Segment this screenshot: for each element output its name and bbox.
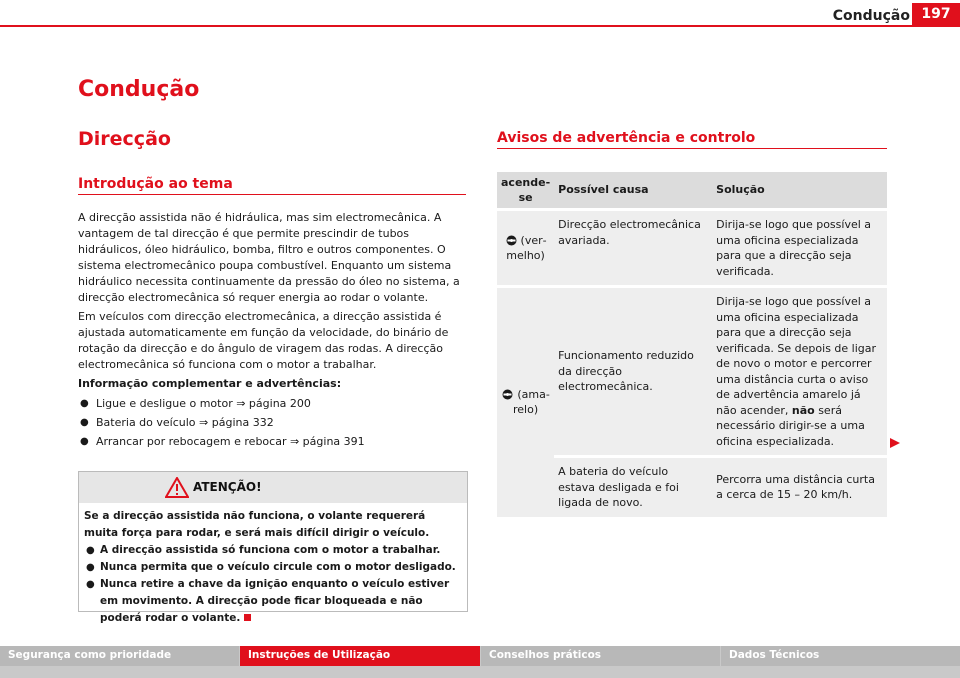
warning-triangle-icon xyxy=(165,477,189,498)
cause-cell: A bateria do veículo estava desligada e foi ligada de novo. xyxy=(554,458,712,520)
light-cell xyxy=(497,288,554,520)
intro-paragraph-1: A direcção assistida não é hidráulica, mas sim electromecânica. A vantagem de tal direcção é que permite prescindir de tubos hidráulicos, óleo hidráulico, bomba, filtro e outros componentes. O sistema electromecânico poupa combustível. Enquanto um sistema hidráulico necessita continuamente da pressão do óleo no sistema, a direcção electromecânica só requer energia ao rodar o volante. xyxy=(78,211,460,304)
steering-warning-icon xyxy=(505,235,518,246)
table-row xyxy=(497,288,887,458)
info-item-label: Bateria do veículo ⇒ página 332 xyxy=(96,416,274,429)
bullet-icon: ● xyxy=(80,417,89,428)
bullet-icon: ● xyxy=(80,436,89,447)
bullet-icon: ● xyxy=(80,398,89,409)
light-color-label: (amarelo) xyxy=(513,387,550,417)
bullet-icon: ● xyxy=(86,579,95,590)
header-divider xyxy=(0,25,960,27)
running-header-title: Condução xyxy=(832,8,910,24)
chapter-title: Condução xyxy=(78,77,200,102)
column-header-lights: acende-se xyxy=(497,172,554,211)
steering-warning-icon xyxy=(501,389,514,400)
avisos-heading: Avisos de advertência e controlo xyxy=(497,130,887,149)
warning-item xyxy=(84,559,463,576)
tab-dados-tecnicos[interactable]: Dados Técnicos xyxy=(721,646,960,666)
intro-heading: Introdução ao tema xyxy=(78,176,466,195)
warning-lights-table xyxy=(497,172,887,520)
solution-cell: Dirija-se logo que possível a uma oficina especializada para que a direcção seja verificada. xyxy=(712,211,887,288)
light-color-label: (vermelho) xyxy=(506,233,547,262)
solution-text: será necessário dirigir-se a uma oficina especializada. xyxy=(716,403,865,448)
info-item-towing[interactable] xyxy=(78,432,468,451)
solution-cell xyxy=(712,288,887,458)
warning-item xyxy=(84,542,463,559)
solution-text: Dirija-se logo que possível a uma oficina especializada para que a direcção seja verificada. Se depois de ligar de novo o motor e percorrer uma distância curta o aviso de advertência amarelo já não acender, xyxy=(716,295,877,417)
tab-seguranca[interactable]: Segurança como prioridade xyxy=(0,646,239,666)
column-header-solution: Solução xyxy=(712,172,887,211)
warning-list xyxy=(84,542,463,627)
solution-cell: Percorra uma distância curta a cerca de 15 – 20 km/h. xyxy=(712,458,887,520)
info-item-label: Ligue e desligue o motor ⇒ página 200 xyxy=(96,397,311,410)
intro-paragraph-2: Em veículos com direcção electromecânica, a direcção assistida é ajustada automaticamente em função da velocidade, do binário de rotação da direcção e do ângulo de viragem das rodas. A direcção electromecânica só funciona com o motor a trabalhar. xyxy=(78,310,449,371)
cause-cell: Funcionamento reduzido da direcção electromecânica. xyxy=(554,288,712,458)
end-of-section-icon xyxy=(244,614,251,621)
info-item-engine[interactable] xyxy=(78,394,468,413)
warning-box xyxy=(78,471,468,624)
page-number: 197 xyxy=(912,3,960,26)
footer-nav xyxy=(0,646,960,678)
warning-header xyxy=(79,472,467,503)
warning-item-text: Nunca permita que o veículo circule com o motor desligado. xyxy=(100,561,456,573)
info-item-battery[interactable] xyxy=(78,413,468,432)
warning-text: Se a direcção assistida não funciona, o volante requererá muita força para rodar, e será mais difícil dirigir o veículo. xyxy=(84,510,430,539)
next-page-arrow-icon[interactable] xyxy=(889,437,901,449)
bullet-icon: ● xyxy=(86,562,95,573)
info-heading: Informação complementar e advertências: xyxy=(78,377,342,390)
warning-body xyxy=(79,503,467,627)
table-row xyxy=(497,458,887,520)
tab-conselhos[interactable]: Conselhos práticos xyxy=(481,646,720,666)
warning-item-text: A direcção assistida só funciona com o motor a trabalhar. xyxy=(100,544,441,556)
bullet-icon: ● xyxy=(86,545,95,556)
warning-item xyxy=(84,576,463,627)
cause-cell: Direcção electromecânica avariada. xyxy=(554,211,712,288)
tab-instrucoes[interactable]: Instruções de Utilização xyxy=(240,646,480,666)
table-row xyxy=(497,211,887,288)
section-title: Direcção xyxy=(78,128,171,150)
info-item-label: Arrancar por rebocagem e rebocar ⇒ página 391 xyxy=(96,435,365,448)
solution-emphasis: não xyxy=(791,403,815,417)
warning-title: ATENÇÃO! xyxy=(193,480,262,494)
column-header-cause: Possível causa xyxy=(554,172,712,211)
warning-item-text: Nunca retire a chave da ignição enquanto o veículo estiver em movimento. A direcção pode ficar bloqueada e não poderá rodar o volante. xyxy=(100,578,450,624)
light-cell xyxy=(497,211,554,288)
info-list xyxy=(78,394,468,451)
table-header-row xyxy=(497,172,887,211)
